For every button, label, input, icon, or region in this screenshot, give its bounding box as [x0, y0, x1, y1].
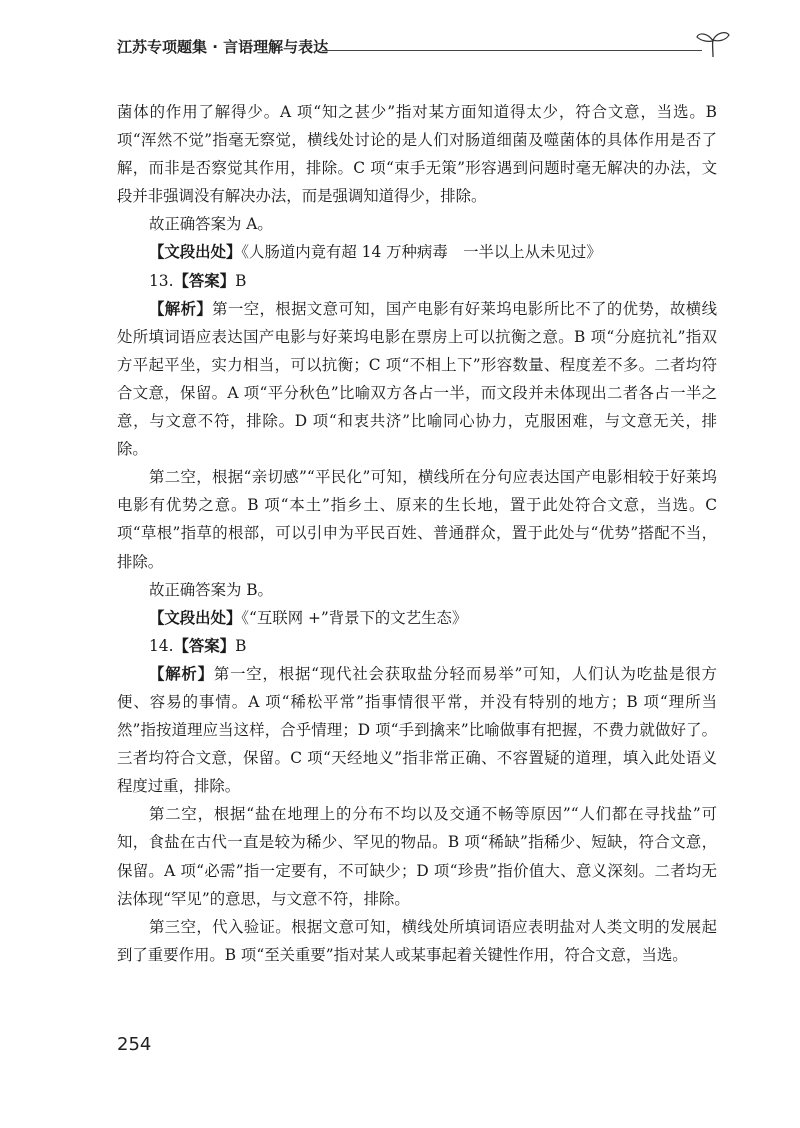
question-number: 13.: [149, 271, 174, 290]
section-label: 【解析】: [149, 299, 213, 318]
paragraph: 【解析】第一空，根据“现代社会获取盐分轻而易举”可知，人们认为吃盐是很方便、容易的事情。A 项“稀松平常”指事情很平常，并没有特别的地方；B 项“理所当然”指按道理应当这样，合乎情理；D 项“手到擒来”比喻做事有把握，不费力就做好了。三者均符合文意，保留。C 项“天经地义”指非常正确、不容置疑的道理，填入此处语义程度过重，排除。: [117, 664, 717, 796]
paragraph: 【解析】第一空，根据文意可知，国产电影有好莱坞电影所比不了的优势，故横线处所填词语应表达国产电影与好莱坞电影在票房上可以抗衡之意。B 项“分庭抗礼”指双方平起平坐，实力相当，可以抗衡；C 项“不相上下”形容数量、程度差不多。二者均符合文意，保留。A 项“平分秋色”比喻双方各占一半，而文段并未体现出二者各占一半之意，与文意不符，排除。D 项“和衷共济”比喻同心协力，克服困难，与文意无关，排除。: [117, 299, 717, 459]
paragraph: 【文段出处】《人肠道内竟有超 14 万种病毒 一半以上从未见过》: [149, 243, 602, 262]
page-number: 254: [117, 1034, 152, 1055]
paragraph: 【文段出处】《“互联网 +”背景下的文艺生态》: [149, 608, 468, 627]
page-body: [117, 98, 717, 969]
paragraph: 故正确答案为 A。: [149, 215, 273, 234]
running-header: [117, 28, 727, 64]
section-label: 【答案】: [173, 271, 236, 290]
sprout-icon: [695, 30, 731, 58]
answer-line: 13.【答案】B: [149, 271, 247, 290]
paragraph: 第三空，代入验证。根据文意可知，横线处所填词语应表明盐对人类文明的发展起到了重要作用。B 项“至关重要”指对某人或某事起着关键性作用，符合文意，当选。: [117, 917, 717, 964]
section-label: 【文段出处】: [149, 608, 242, 627]
paragraph: 菌体的作用了解得少。A 项“知之甚少”指对某方面知道得太少，符合文意，当选。B 项“浑然不觉”指毫无察觉，横线处讨论的是人们对肠道细菌及噬菌体的具体作用是否了解，而非是否察觉其作用，排除。C 项“束手无策”形容遇到问题时毫无解决的办法，文段并非强调没有解决办法，而是强调知道得少，排除。: [117, 103, 717, 206]
paragraph: 第二空，根据“盐在地理上的分布不均以及交通不畅等原因”“人们都在寻找盐”可知，食盐在古代一直是较为稀少、罕见的物品。B 项“稀缺”指稀少、短缺，符合文意，保留。A 项“必需”指一定要有，不可缺少；D 项“珍贵”指价值大、意义深刻。二者均无法体现“罕见”的意思，与文意不符，排除。: [117, 805, 717, 908]
answer-line: 14.【答案】B: [149, 636, 247, 655]
section-label: 【文段出处】: [149, 243, 242, 262]
section-label: 【解析】: [149, 664, 214, 683]
paragraph: 故正确答案为 B。: [149, 580, 273, 599]
header-rule: [322, 50, 702, 51]
paragraph: 第二空，根据“亲切感”“平民化”可知，横线所在分句应表达国产电影相较于好莱坞电影有优势之意。B 项“本土”指乡土、原来的生长地，置于此处符合文意，当选。C 项“草根”指草的根部，可以引申为平民百姓、普通群众，置于此处与“优势”搭配不当，排除。: [117, 468, 717, 571]
header-title: 江苏专项题集 · 言语理解与表达: [117, 38, 329, 56]
section-label: 【答案】: [173, 636, 236, 655]
question-number: 14.: [149, 636, 174, 655]
